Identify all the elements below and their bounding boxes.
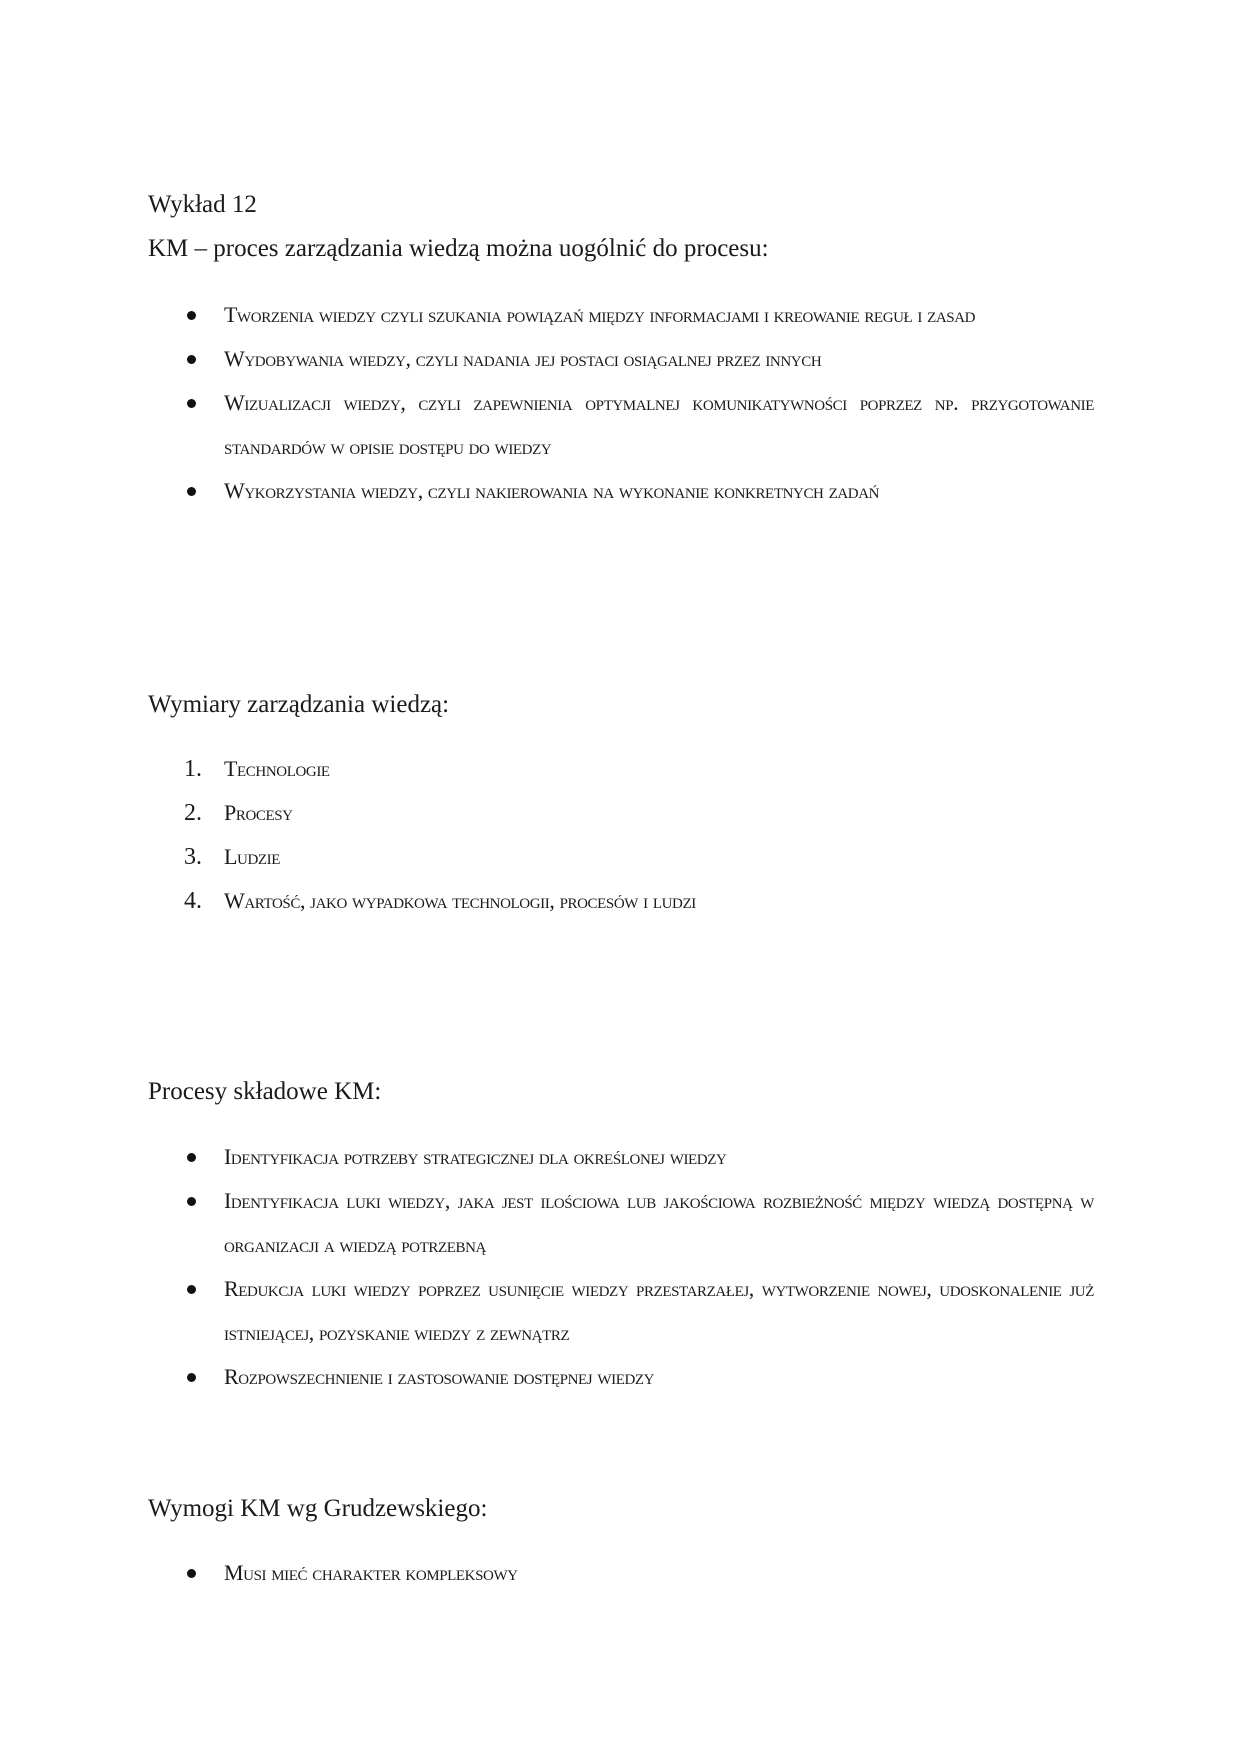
list-item bbox=[148, 747, 1094, 791]
item-number: 4. bbox=[184, 888, 202, 914]
list-item: Tworzenia wiedzy czyli szukania powiązań między informacjami i kreowanie reguł i zasad bbox=[148, 293, 1094, 337]
item-number: 1. bbox=[184, 756, 202, 782]
item-number: 3. bbox=[184, 844, 202, 870]
item-text: Wartość, jako wypadkowa technologii, procesów i ludzi bbox=[224, 888, 696, 913]
list-item bbox=[148, 791, 1094, 835]
list-item: Identyfikacja potrzeby strategicznej dla określonej wiedzy bbox=[148, 1135, 1094, 1179]
item-text: Ludzie bbox=[224, 844, 281, 869]
components-list bbox=[148, 1135, 1094, 1399]
list-item: Redukcja luki wiedzy poprzez usunięcie wiedzy przestarzałej, wytworzenie nowej, udoskonalenie już istniejącej, pozyskanie wiedzy z zewnątrz bbox=[148, 1267, 1094, 1355]
dimensions-list bbox=[148, 747, 1094, 923]
list-item bbox=[148, 879, 1094, 923]
intro-sentence: KM – proces zarządzania wiedzą można uogólnić do procesu: bbox=[148, 235, 769, 262]
list-item: Wykorzystania wiedzy, czyli nakierowania na wykonanie konkretnych zadań bbox=[148, 469, 1094, 513]
item-text: Procesy bbox=[224, 800, 293, 825]
list-item: Wizualizacji wiedzy, czyli zapewnienia optymalnej komunikatywności poprzez np. przygotowanie standardów w opisie dostępu do wiedzy bbox=[148, 381, 1094, 469]
components-heading: Procesy składowe KM: bbox=[148, 1078, 382, 1105]
dimensions-heading: Wymiary zarządzania wiedzą: bbox=[148, 691, 450, 718]
list-item: Identyfikacja luki wiedzy, jaka jest ilościowa lub jakościowa rozbieżność między wiedzą dostępną w organizacji a wiedzą potrzebną bbox=[148, 1179, 1094, 1267]
list-item bbox=[148, 835, 1094, 879]
list-item: Wydobywania wiedzy, czyli nadania jej postaci osiągalnej przez innych bbox=[148, 337, 1094, 381]
item-text: Technologie bbox=[224, 756, 330, 781]
lecture-title: Wykład 12 bbox=[148, 191, 257, 218]
requirements-heading: Wymogi KM wg Grudzewskiego: bbox=[148, 1495, 488, 1522]
list-item: Musi mieć charakter kompleksowy bbox=[148, 1551, 1094, 1595]
list-item: Rozpowszechnienie i zastosowanie dostępnej wiedzy bbox=[148, 1355, 1094, 1399]
item-number: 2. bbox=[184, 800, 202, 826]
process-steps-list bbox=[148, 293, 1094, 513]
requirements-list bbox=[148, 1551, 1094, 1595]
